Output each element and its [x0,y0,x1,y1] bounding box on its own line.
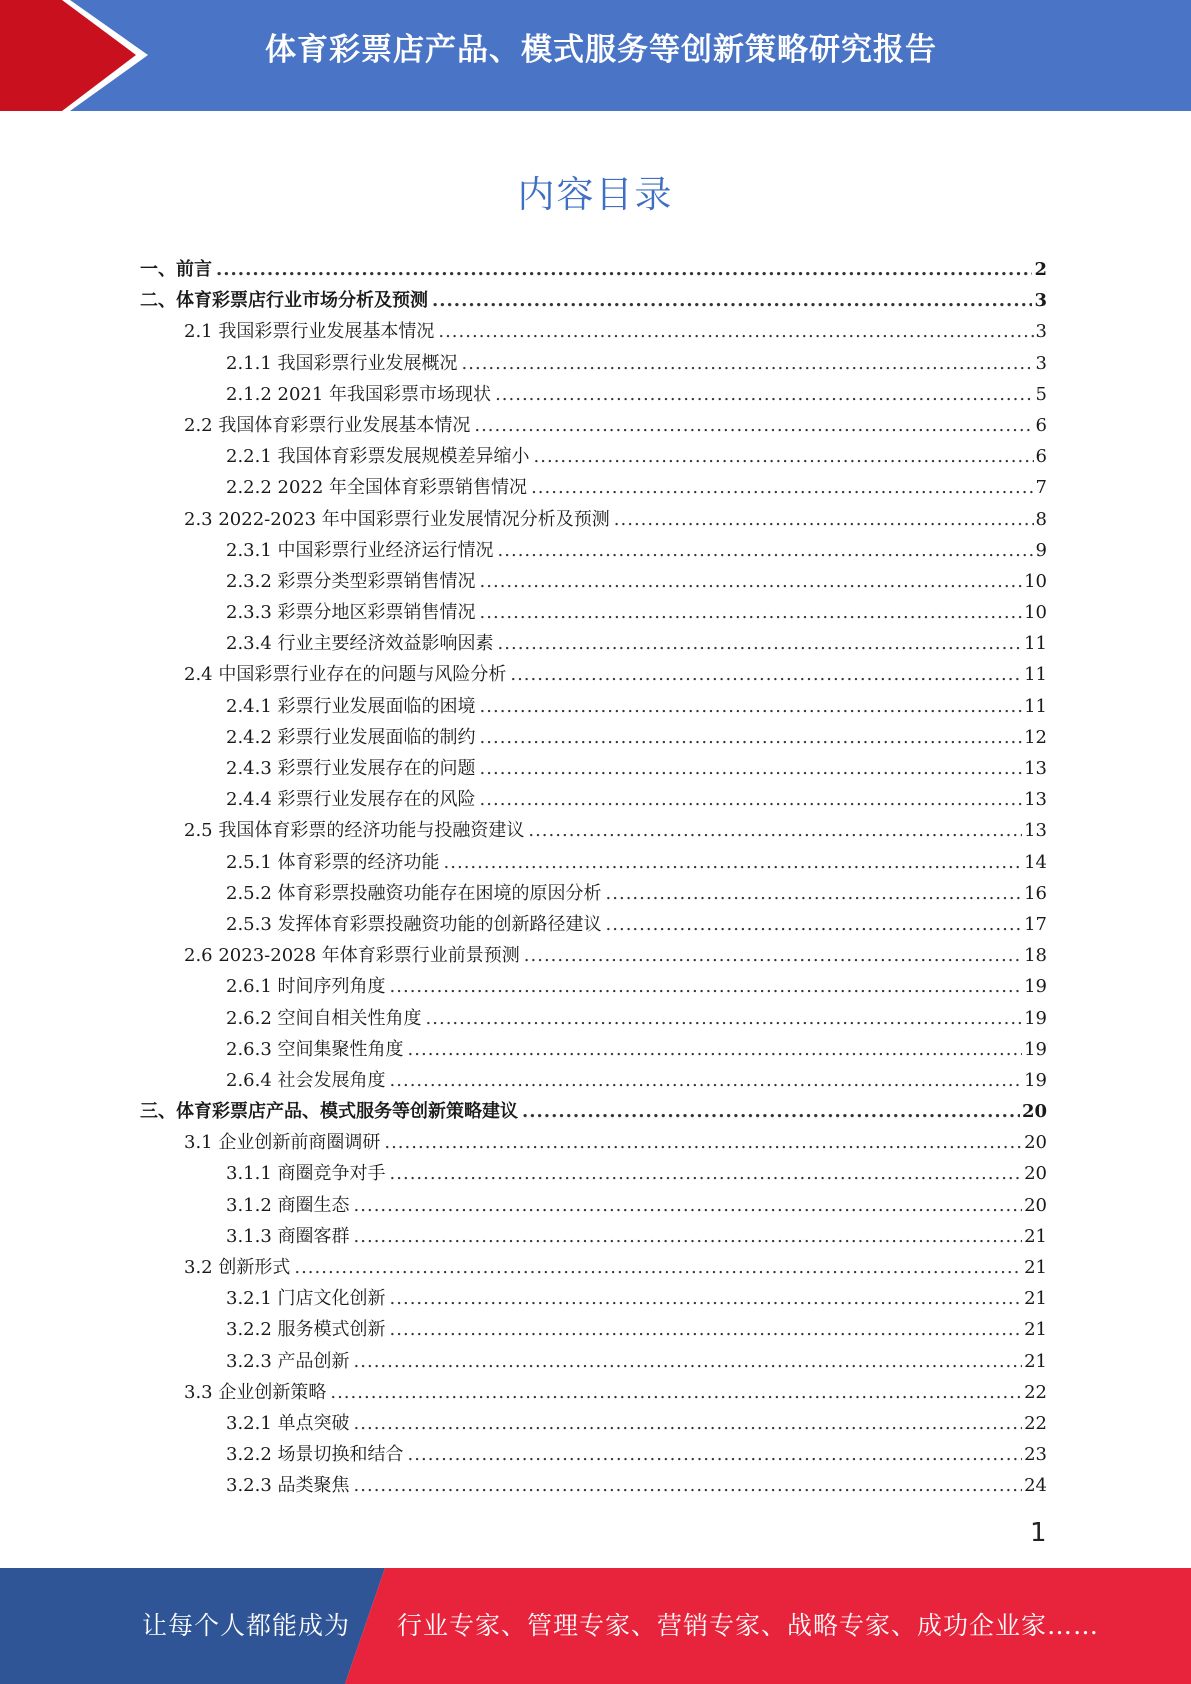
toc-entry[interactable] [140,691,1047,722]
toc-leader-dots [524,940,1022,971]
toc-entry-page: 16 [1024,882,1047,904]
toc-entry-label: 2.5.2 体育彩票投融资功能存在困境的原因分析 [226,882,602,904]
toc-entry[interactable] [140,535,1047,566]
toc-entry-label: 3.1.1 商圈竞争对手 [226,1163,386,1185]
report-header-bar [0,0,1191,111]
toc-leader-dots [426,1003,1023,1034]
toc-leader-dots [462,348,1034,379]
toc-leader-dots [438,316,1033,347]
toc-entry-label: 2.3 2022-2023 年中国彩票行业发展情况分析及预测 [184,508,610,530]
toc-entry-page: 3 [1035,321,1047,343]
toc-leader-dots [216,254,1032,285]
toc-entry-label: 二、体育彩票店行业市场分析及预测 [140,290,428,312]
toc-entry-label: 2.5 我国体育彩票的经济功能与投融资建议 [184,820,525,842]
toc-leader-dots [354,1408,1023,1439]
chevron-logo-icon [0,0,160,111]
toc-leader-dots [614,504,1034,535]
report-title: 体育彩票店产品、模式服务等创新策略研究报告 [265,32,937,68]
toc-entry-page: 7 [1035,477,1047,499]
toc-entry-page: 2 [1034,259,1047,280]
toc-entry-page: 12 [1024,726,1047,748]
toc-entry-label: 2.2.2 2022 年全国体育彩票销售情况 [226,477,528,499]
toc-entry[interactable] [140,316,1047,347]
toc-entry-label: 3.2.3 产品创新 [226,1350,350,1372]
toc-entry-page: 21 [1024,1257,1047,1278]
toc-entry[interactable] [140,472,1047,503]
toc-leader-dots [354,1221,1023,1252]
toc-entry[interactable] [140,1003,1047,1034]
toc-entry-page: 14 [1024,851,1047,873]
toc-entry-label: 3.2.3 品类聚焦 [226,1475,350,1497]
toc-entry[interactable] [140,940,1047,971]
toc-leader-dots [354,1470,1023,1501]
toc-entry-page: 10 [1024,602,1047,624]
toc-entry-page: 6 [1035,414,1047,436]
toc-entry-page: 6 [1035,446,1047,468]
toc-leader-dots [408,1439,1023,1470]
toc-entry-label: 2.1 我国彩票行业发展基本情况 [184,321,435,343]
toc-leader-dots [606,909,1023,940]
toc-entry-label: 2.6.4 社会发展角度 [226,1069,386,1091]
toc-entry-page: 21 [1024,1319,1047,1341]
toc-leader-dots [384,1127,1022,1158]
toc-entry-label: 2.4.2 彩票行业发展面临的制约 [226,726,476,748]
toc-entry-label: 3.2 创新形式 [184,1257,291,1278]
toc-entry-label: 3.2.2 场景切换和结合 [226,1444,404,1466]
toc-entry[interactable] [140,441,1047,472]
toc-leader-dots [294,1252,1022,1283]
toc-entry-page: 19 [1024,1069,1047,1091]
toc-entry-page: 3 [1035,352,1047,374]
toc-entry[interactable] [140,659,1047,690]
toc-entry-page: 3 [1034,290,1047,312]
toc-entry[interactable] [140,504,1047,535]
toc-entry[interactable] [140,1346,1047,1377]
toc-leader-dots [408,1034,1023,1065]
toc-entry[interactable] [140,1221,1047,1252]
toc-entry[interactable] [140,1283,1047,1314]
toc-entry-label: 3.1.3 商圈客群 [226,1225,350,1247]
toc-leader-dots [354,1190,1023,1221]
toc-entry-page: 5 [1035,383,1047,405]
toc-entry-page: 19 [1024,976,1047,998]
toc-entry[interactable] [140,815,1047,846]
toc-entry-page: 13 [1024,820,1047,842]
toc-entry-label: 2.6 2023-2028 年体育彩票行业前景预测 [184,945,520,967]
toc-entry[interactable] [140,566,1047,597]
toc-entry-page: 18 [1024,945,1047,967]
footer-slogan-left: 让每个人都能成为 [142,1611,351,1640]
toc-entry-page: 11 [1024,695,1047,717]
toc-entry[interactable] [140,1314,1047,1345]
toc-entry-page: 22 [1024,1412,1047,1434]
toc-entry-page: 20 [1021,1101,1047,1123]
toc-entry[interactable] [140,971,1047,1002]
toc-entry-page: 13 [1024,758,1047,779]
toc-entry-page: 10 [1024,570,1047,592]
toc-leader-dots [480,784,1023,815]
toc-entry-label: 三、体育彩票店产品、模式服务等创新策略建议 [140,1101,518,1123]
toc-entry-label: 2.1.1 我国彩票行业发展概况 [226,352,458,374]
toc-entry-page: 21 [1024,1225,1047,1247]
toc-entry-page: 11 [1024,633,1047,655]
toc-entry[interactable] [140,1252,1047,1283]
toc-entry-page: 19 [1024,1007,1047,1029]
toc-leader-dots [534,441,1034,472]
toc-entry-label: 3.2.1 单点突破 [226,1412,350,1434]
toc-entry[interactable] [140,628,1047,659]
toc-leader-dots [531,472,1033,503]
toc-leader-dots [510,659,1022,690]
toc-entry-page: 20 [1024,1163,1047,1185]
toc-leader-dots [480,753,1023,784]
toc-entry-label: 2.3.1 中国彩票行业经济运行情况 [226,539,494,561]
toc-leader-dots [390,1065,1023,1096]
toc-entry-label: 2.4.3 彩票行业发展存在的问题 [226,758,476,779]
toc-entry[interactable] [140,1065,1047,1096]
toc-entry-page: 20 [1024,1132,1047,1154]
toc-entry[interactable] [140,285,1047,316]
toc-entry-page: 24 [1024,1475,1047,1497]
toc-entry[interactable] [140,847,1047,878]
toc-entry[interactable] [140,1190,1047,1221]
toc-entry[interactable] [140,1127,1047,1158]
toc-entry-label: 2.4.4 彩票行业发展存在的风险 [226,789,476,811]
toc-entry-label: 2.6.3 空间集聚性角度 [226,1038,404,1060]
toc-entry-label: 2.3.3 彩票分地区彩票销售情况 [226,602,476,624]
toc-entry[interactable] [140,1439,1047,1470]
toc-entry[interactable] [140,753,1047,784]
toc-leader-dots [522,1096,1020,1127]
toc-entry[interactable] [140,379,1047,410]
toc-entry-label: 2.6.1 时间序列角度 [226,976,386,998]
toc-entry-label: 2.2.1 我国体育彩票发展规模差异缩小 [226,446,530,468]
toc-leader-dots [480,691,1023,722]
toc-leader-dots [444,847,1023,878]
page-number: 1 [1030,1518,1047,1548]
toc-leader-dots [432,285,1032,316]
toc-entry[interactable] [140,410,1047,441]
toc-entry-label: 2.4 中国彩票行业存在的问题与风险分析 [184,664,507,686]
toc-entry[interactable] [140,1408,1047,1439]
toc-entry-page: 23 [1024,1444,1047,1466]
toc-entry-page: 22 [1024,1381,1047,1403]
toc-entry-page: 20 [1024,1194,1047,1216]
toc-leader-dots [498,535,1034,566]
toc-entry-label: 3.1.2 商圈生态 [226,1194,350,1216]
toc-leader-dots [390,971,1023,1002]
toc-entry-page: 21 [1024,1288,1047,1310]
toc-entry[interactable] [140,878,1047,909]
toc-entry-page: 9 [1035,539,1047,561]
toc-heading: 内容目录 [517,173,674,216]
toc-entry-page: 17 [1024,913,1047,935]
toc-entry[interactable] [140,784,1047,815]
toc-entry-label: 2.4.1 彩票行业发展面临的困境 [226,695,476,717]
toc-entry[interactable] [140,1096,1047,1127]
toc-leader-dots [480,597,1023,628]
toc-entry-page: 21 [1024,1350,1047,1372]
toc-entry[interactable] [140,1377,1047,1408]
toc-entry-label: 2.5.1 体育彩票的经济功能 [226,851,440,873]
toc-entry[interactable] [140,1470,1047,1501]
toc-leader-dots [330,1377,1022,1408]
toc-leader-dots [606,878,1023,909]
toc-entry[interactable] [140,348,1047,379]
toc-entry-label: 3.2.2 服务模式创新 [226,1319,386,1341]
table-of-contents [140,254,1047,1502]
toc-entry-page: 8 [1035,508,1047,530]
toc-entry[interactable] [140,909,1047,940]
footer-slogan-right: 行业专家、管理专家、营销专家、战略专家、成功企业家…… [397,1611,1100,1640]
toc-leader-dots [495,379,1033,410]
toc-entry-label: 2.6.2 空间自相关性角度 [226,1007,422,1029]
toc-leader-dots [390,1283,1023,1314]
toc-entry[interactable] [140,1034,1047,1065]
toc-leader-dots [498,628,1023,659]
toc-entry-label: 3.1 企业创新前商圈调研 [184,1132,381,1154]
toc-entry-label: 一、前言 [140,259,212,280]
toc-entry-label: 2.5.3 发挥体育彩票投融资功能的创新路径建议 [226,913,602,935]
toc-leader-dots [390,1158,1023,1189]
toc-entry[interactable] [140,597,1047,628]
toc-entry-page: 11 [1024,664,1047,686]
toc-entry[interactable] [140,722,1047,753]
toc-leader-dots [480,566,1023,597]
toc-leader-dots [474,410,1033,441]
toc-entry-label: 2.3.4 行业主要经济效益影响因素 [226,633,494,655]
toc-entry-label: 2.2 我国体育彩票行业发展基本情况 [184,414,471,436]
toc-entry-label: 3.3 企业创新策略 [184,1381,327,1403]
toc-entry-label: 3.2.1 门店文化创新 [226,1288,386,1310]
toc-entry-page: 13 [1024,789,1047,811]
footer-banner [0,1568,1191,1684]
toc-leader-dots [390,1314,1023,1345]
toc-leader-dots [354,1346,1023,1377]
toc-entry[interactable] [140,1158,1047,1189]
toc-leader-dots [480,722,1023,753]
toc-entry[interactable] [140,254,1047,285]
toc-entry-label: 2.1.2 2021 年我国彩票市场现状 [226,383,492,405]
toc-leader-dots [528,815,1022,846]
toc-entry-label: 2.3.2 彩票分类型彩票销售情况 [226,570,476,592]
toc-entry-page: 19 [1024,1038,1047,1060]
